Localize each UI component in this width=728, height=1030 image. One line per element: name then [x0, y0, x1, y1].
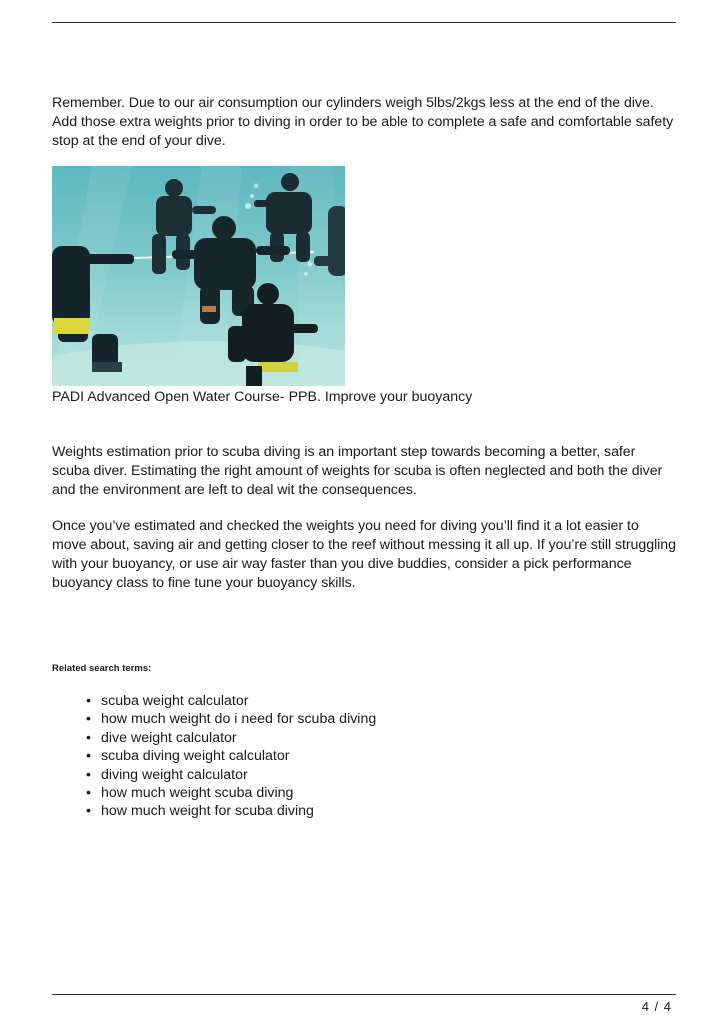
related-term: how much weight scuba diving: [101, 785, 294, 802]
list-item: [52, 766, 376, 784]
bullet-glyph: •: [86, 729, 91, 746]
related-term: diving weight calculator: [101, 766, 248, 783]
header-rule: [52, 22, 676, 23]
related-terms-list: [52, 692, 376, 821]
list-item: [52, 692, 376, 710]
bullet-glyph: •: [86, 785, 91, 802]
related-term: scuba weight calculator: [101, 693, 249, 709]
related-term: scuba diving weight calculator: [101, 748, 290, 765]
list-item: [52, 729, 376, 747]
image-caption: PADI Advanced Open Water Course- PPB. Improve your buoyancy: [52, 389, 473, 405]
list-item: [52, 784, 376, 802]
bullet-glyph: •: [86, 711, 91, 728]
list-item: [52, 747, 376, 765]
bullet-glyph: •: [86, 748, 91, 765]
footer-rule: [52, 994, 676, 995]
paragraph-checked-weights: Once you’ve estimated and checked the weights you need for diving you’ll find it a lot easier to move about, saving air and getting closer to the reef without messing it all up. If you’re still struggling with your buoyancy, or use air way faster than you dive buddies, consider a pick performance buoyancy class to fine tune your buoyancy skills.: [52, 518, 676, 591]
paragraph-estimation: Weights estimation prior to scuba diving is an important step towards becoming a better, safer scuba diver. Estimating the right amount of weights for scuba is often neglected and both the diver and the environment are left to deal wit the consequences.: [52, 444, 663, 498]
divers-photo: [52, 166, 345, 386]
list-item: [52, 710, 376, 728]
bullet-glyph: •: [86, 693, 91, 709]
bullet-glyph: •: [86, 803, 91, 820]
related-term: how much weight for scuba diving: [101, 803, 314, 820]
related-term: dive weight calculator: [101, 729, 237, 746]
related-term: how much weight do i need for scuba diving: [101, 711, 377, 728]
page-number: 4 / 4: [641, 999, 672, 1014]
bullet-glyph: •: [86, 766, 91, 783]
list-item: [52, 802, 376, 820]
paragraph-remember: Remember. Due to our air consumption our cylinders weigh 5lbs/2kgs less at the end of the dive. Add those extra weights prior to diving in order to be able to complete a safe and comfortable safety stop at the end of your dive.: [52, 95, 674, 149]
related-terms-title: Related search terms:: [52, 663, 152, 674]
